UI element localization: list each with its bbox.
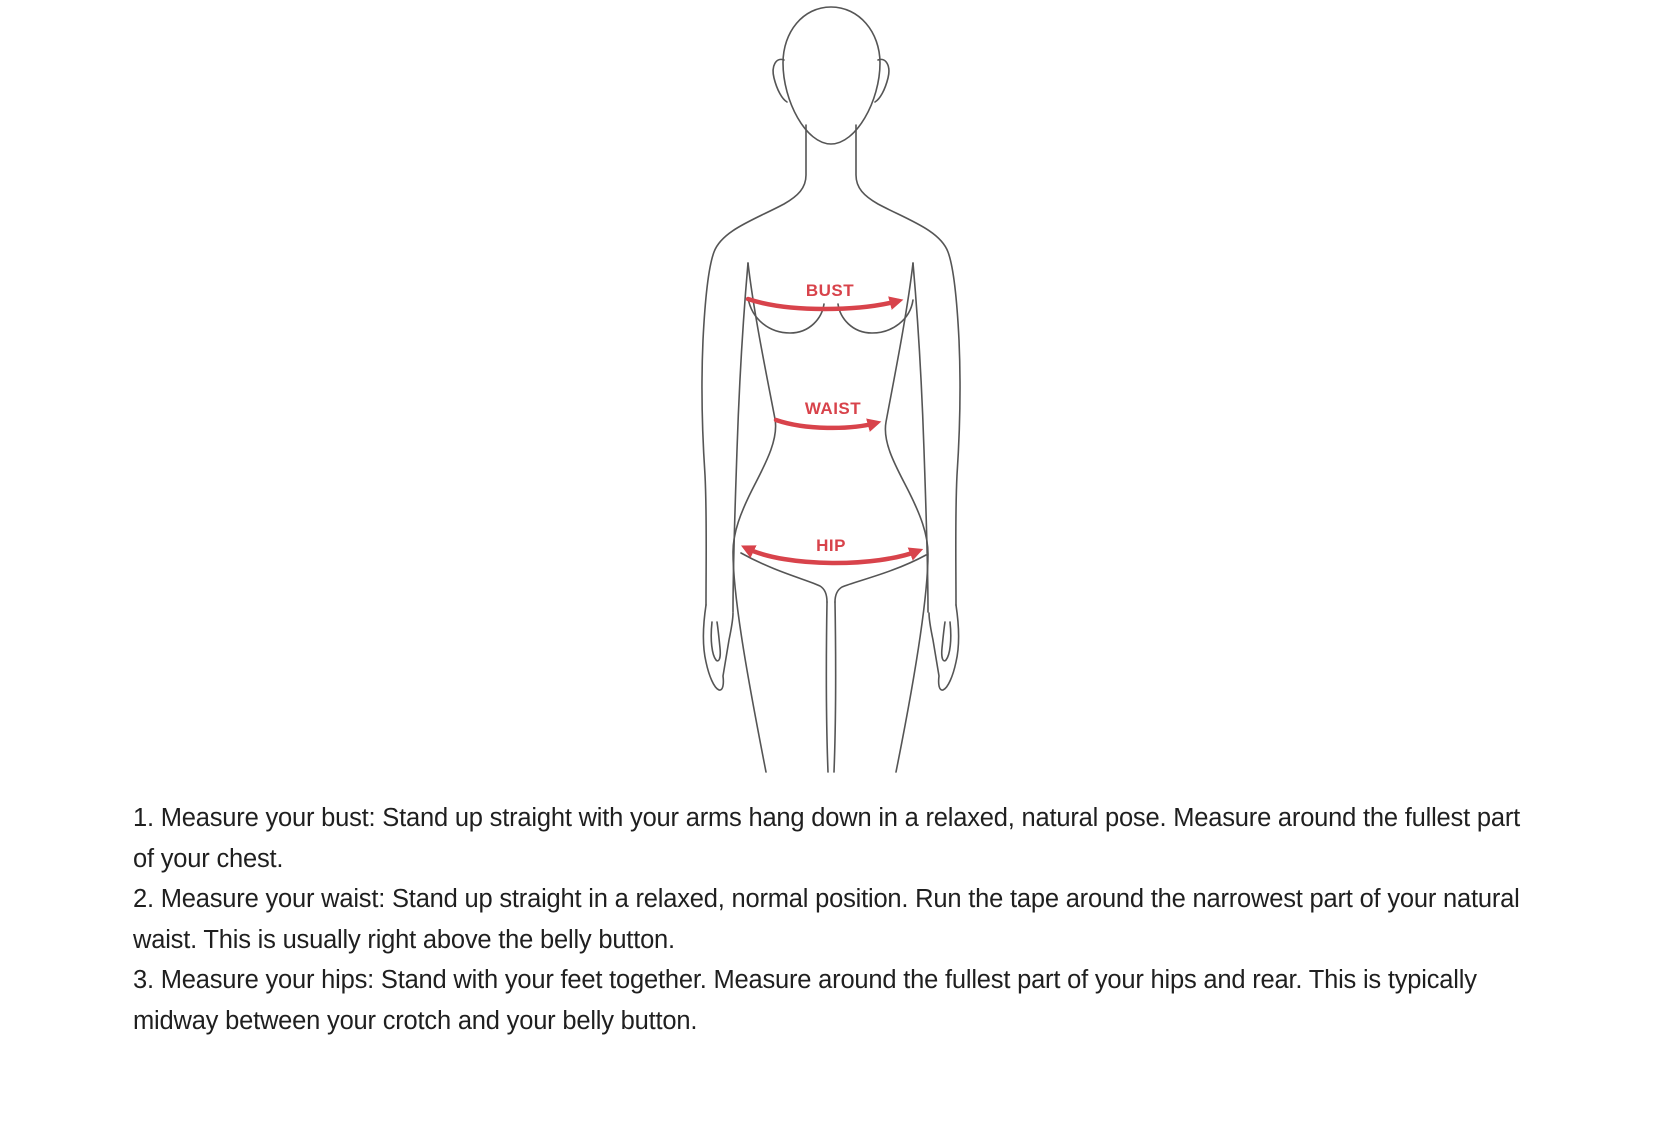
right-torso-leg-outline [885, 263, 928, 772]
right-thumb-line [942, 622, 951, 661]
right-neck-shoulder-arm-outline [856, 125, 960, 605]
right-hand-outline [929, 605, 959, 690]
body-measurement-diagram [620, 0, 1040, 780]
left-inner-arm-outline [733, 263, 748, 612]
right-ear-outline [875, 59, 889, 102]
bust-label: BUST [805, 281, 855, 300]
instruction-bust: 1. Measure your bust: Stand up straight with your arms hang down in a relaxed, natural pose. Measure around the fullest part of your chest. [133, 804, 1520, 873]
instruction-waist: 2. Measure your waist: Stand up straight in a relaxed, normal position. Run the tape around the narrowest part of your natural waist. This is usually right above the belly button. [133, 885, 1520, 954]
right-inner-leg-line [834, 602, 836, 772]
head-outline [783, 7, 880, 144]
left-hand-outline [703, 605, 733, 690]
waist-label: WAIST [804, 399, 862, 418]
bust-measurement-line [748, 299, 898, 309]
hip-label: HIP [816, 536, 846, 555]
instruction-hips: 3. Measure your hips: Stand with your feet together. Measure around the fullest part of your hips and rear. This is typically midway between your crotch and your belly button. [133, 966, 1477, 1035]
left-inner-leg-line [826, 602, 828, 772]
measurement-instructions [133, 798, 1533, 1041]
left-thumb-line [711, 622, 720, 661]
left-neck-shoulder-arm-outline [702, 125, 806, 605]
waist-measurement-line [776, 420, 876, 428]
left-torso-leg-outline [733, 263, 776, 772]
